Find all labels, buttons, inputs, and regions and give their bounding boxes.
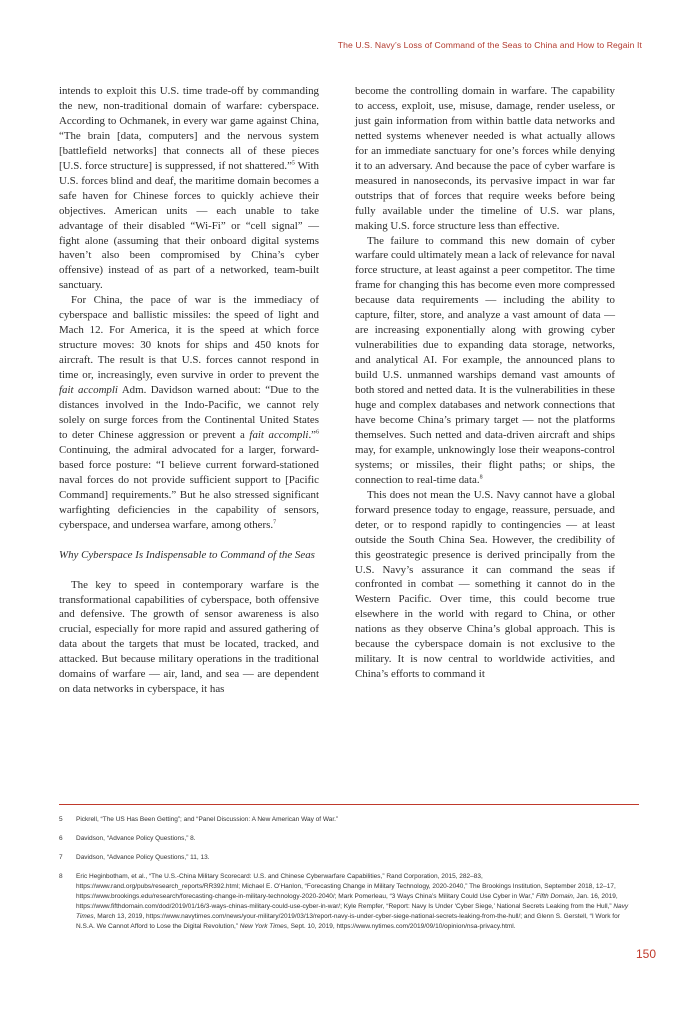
- body-paragraph: For China, the pace of war is the immediacy of cyberspace and ballistic missiles: the speed of light and Mach 12. For America, it is the speed at which force structure moves: 30 knots for ships and 450 knots for aircraft. The result is that U.S. forces cannot respond in time or, increasingly, even survive in order to prevent the fait accompli Adm. Davidson warned about: “Due to the distances involved in the Indo-Pacific, we cannot rely solely on surge forces from the Continental United States to deter Chinese aggression or prevent a fait accompli.”$^6$ Continuing, the admiral advocated for a larger, forward-based force posture: “I believe current forward-stationed naval forces do not provide sufficient support to [Pacific Command] requirements.” But he also stressed significant warfighting deficiencies in the capability of sensors, cyberspace, and undersea warfare, among others.$^7$: [59, 294, 319, 531]
- footnote-text: Davidson, “Advance Policy Questions,” 8.: [76, 835, 196, 842]
- footnote-text: Eric Heginbotham, et al., “The U.S.-China Military Scorecard: U.S. and Chinese Cyberwarfare Capabilities,” Rand Corporation, 2015, 282–83, https://www.rand.org/pubs/research_reports/RR392.html; Michael E. O’Hanlon, “Forecasting Change in Military Technology, 2020-2040,” The Brookings Institution, September 2018, 12–17, https://www.brookings.edu/research/forecasting-change-in-military-technology-2020-2040/; Mark Pomerleau, “3 Ways China’s Military Could Use Cyber in War,” Fifth Domain, Jan. 16, 2019, https://www.fifthdomain.com/dod/2019/01/16/3-ways-chinas-military-could-use-cyber-in-war/; Kyle Rempfer, “Report: Navy Is Under ‘Cyber Siege,’ National Secrets Leaking from the Hull,” Navy Times, March 13, 2019, https://www.navytimes.com/news/your-military/2019/03/13/report-navy-is-under-cyber-siege-national-secrets-leaking-from-the-hull/; and Glenn S. Gerstell, “I Work for N.S.A. We Cannot Afford to Lose the Digital Revolution,” New York Times, Sept. 10, 2019, https://www.nytimes.com/2019/09/10/opinion/nsa-privacy.html.: [76, 873, 629, 930]
- footnote: [59, 834, 639, 844]
- body-paragraph: become the controlling domain in warfare. The capability to access, exploit, use, misuse, damage, render useless, or just gain information from within battle data networks and netted systems whenever needed is what actually allows for an immediate sanctuary for one’s forces while denying it to an adversary. And because the pace of cyber warfare is measured in nanoseconds, its pervasive impact in war far outstrips that of forces that require weeks before being fully available under the timeline of U.S. war plans, making U.S. force structure less than effective.: [355, 85, 615, 232]
- left-column: [59, 84, 319, 697]
- running-head: The U.S. Navy’s Loss of Command of the Seas to China and How to Regain It: [337, 40, 642, 50]
- section-heading: Why Cyberspace Is Indispensable to Command of the Seas: [59, 548, 315, 561]
- footnote-number: 8: [59, 873, 63, 880]
- footnote: [59, 872, 639, 932]
- footnote-text: Pickrell, “The US Has Been Getting”; and “Panel Discussion: A New American Way of War.”: [76, 816, 339, 823]
- footnote-ref[interactable]: 5: [291, 160, 295, 167]
- footnote-number: 6: [59, 835, 63, 842]
- body-paragraph: This does not mean the U.S. Navy cannot have a global forward presence today to engage, reassure, persuade, and deter, or to respond rapidly to contingencies — at least outside the South China Sea. However, the credibility of this geostrategic presence is derived principally from the U.S. Navy’s assurance it can command the seas if confronted in combat — something it cannot do in the Western Pacific. Over time, this could become true elsewhere in the world with regard to China, or other nations as they observe China’s global approach. This is because the cyberspace domain is not exclusive to the military. It is now central to worldwide activities, and China’s efforts to command it: [355, 488, 615, 681]
- footnote-text: Davidson, “Advance Policy Questions,” 11, 13.: [76, 854, 210, 861]
- body-paragraph: intends to exploit this U.S. time trade-off by commanding the new, non-traditional domain of warfare: cyberspace. According to Ochmanek, in every war game against China, “The brain [data, computers] and the nervous system [battlefield networks] that connects all of these pieces [U.S. force structure] is suppressed, if not shattered.”$^5$ With U.S. forces blind and deaf, the maritime domain becomes a safe haven for Chinese forces to quickly achieve their objectives. American units — each unable to take advantage of their disabled “Wi-Fi” or “cell signal” — fight alone (assuming that their onboard digital systems haven’t also been compromised by China’s cyber offensive) instead of as part of a networked, team-built sanctuary.: [59, 85, 319, 292]
- body-paragraph: The failure to command this new domain of cyber warfare could ultimately mean a lack of relevance for naval force structure, at least against a peer competitor. The time frame for changing this has become even more compressed because data requirements — including the ability to capture, filter, store, and analyze a vast amount of data — are increasing exponentially along with growing cyber vulnerabilities due to expanding data storage, networks, and analytical AI. For example, the announced plans to build U.S. unmanned warships demand vast amounts of both stored and netted data. It is the vulnerabilities in these huge and complex databases and network connections that have become China’s primary target — not the platforms themselves. Such netted and data-driven aircraft and ships may, for example, unknowingly lose their weapons-control systems; or missiles, their flight paths; or ships, the connection to real-time data.$^8$: [355, 234, 615, 486]
- body-paragraph: The key to speed in contemporary warfare is the transformational capabilities of cyberspace, both offensive and defensive. The growth of sensor awareness is also crucial, especially for more rapid and assured gathering of data about the targets that must be located, tracked, and attacked. But because military operations in the traditional domains of warfare — air, land, and sea — are dependent on data networks in cyberspace, it has: [59, 578, 319, 696]
- footnote-number: 7: [59, 854, 63, 861]
- footnotes: [59, 815, 639, 941]
- footnote-number: 5: [59, 816, 63, 823]
- footnote-ref[interactable]: 8: [479, 474, 483, 481]
- footnote-divider: [59, 804, 639, 805]
- footnote: [59, 815, 639, 825]
- right-column: [355, 84, 615, 682]
- footnote: [59, 853, 639, 863]
- footnote-ref[interactable]: 6: [316, 429, 319, 436]
- page-number: 150: [635, 947, 656, 961]
- footnote-ref[interactable]: 7: [273, 519, 277, 526]
